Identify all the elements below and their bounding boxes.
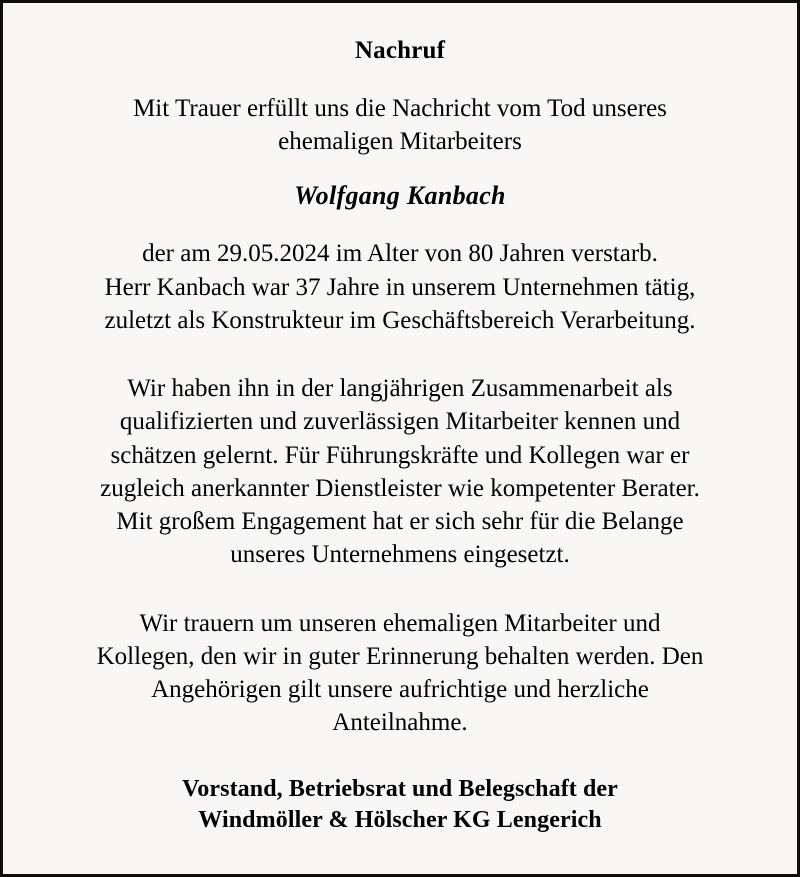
intro-line-1: Mit Trauer erfüllt uns die Nachricht vom Tod unseres	[133, 94, 667, 122]
mourning-line-2: Kollegen, den wir in guter Erinnerung behalten werden. Den	[96, 642, 704, 670]
facts-line-1: der am 29.05.2024 im Alter von 80 Jahren verstarb.	[142, 240, 658, 268]
tribute-paragraph	[25, 372, 775, 572]
intro-line-2: ehemaligen Mitarbeiters	[278, 128, 522, 155]
mourning-paragraph	[25, 607, 775, 740]
mourning-line-1: Wir trauern um unseren ehemaligen Mitarbeiter und	[139, 609, 661, 637]
notice-title: Nachruf	[354, 37, 446, 64]
signature-block	[182, 774, 618, 836]
deceased-name: Wolfgang Kanbach	[294, 181, 506, 211]
tribute-line-6: unseres Unternehmens eingesetzt.	[230, 541, 570, 569]
tribute-line-1: Wir haben ihn in der langjährigen Zusammenarbeit als	[127, 375, 673, 403]
mourning-line-4: Anteilnahme.	[332, 709, 468, 737]
tribute-line-4: zugleich anerkannter Dienstleister wie kompetenter Berater.	[100, 474, 700, 502]
facts-paragraph	[25, 237, 775, 337]
tribute-line-3: schätzen gelernt. Für Führungskräfte und Kollegen war er	[110, 441, 690, 469]
intro-paragraph	[25, 92, 775, 159]
tribute-line-2: qualifizierten und zuverlässigen Mitarbeiter kennen und	[119, 408, 681, 436]
facts-line-3: zuletzt als Konstrukteur im Geschäftsbereich Verarbeitung.	[104, 306, 696, 334]
signature-line-2: Windmöller & Hölscher KG Lengerich	[198, 806, 602, 833]
facts-line-2: Herr Kanbach war 37 Jahre in unserem Unternehmen tätig,	[104, 273, 696, 301]
tribute-line-5: Mit großem Engagement hat er sich sehr für die Belange	[116, 508, 684, 536]
mourning-line-3: Angehörigen gilt unsere aufrichtige und herzliche	[151, 676, 649, 704]
signature-line-1: Vorstand, Betriebsrat und Belegschaft der	[182, 775, 618, 802]
